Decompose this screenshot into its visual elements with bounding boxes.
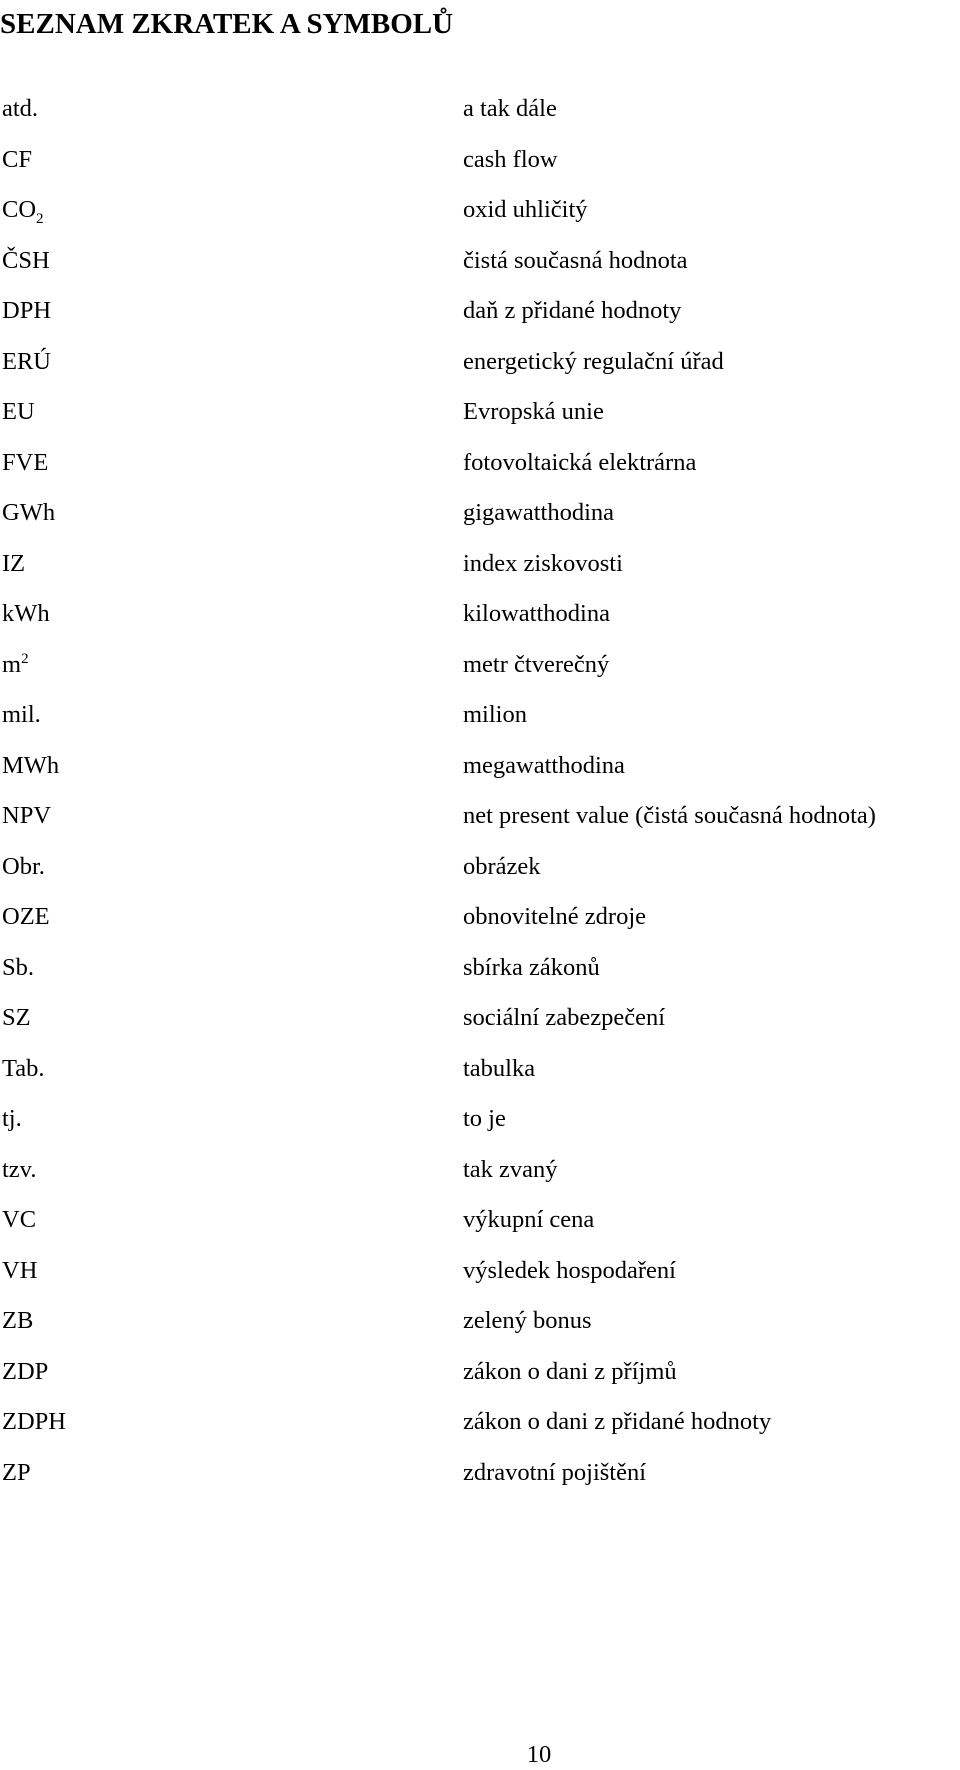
list-item [0,1407,960,1458]
abbreviation [2,195,44,225]
meaning: kilowatthodina [463,600,610,627]
meaning: výsledek hospodaření [463,1256,676,1284]
page-title: SEZNAM ZKRATEK A SYMBOLŮ [0,8,454,40]
abbreviation: VH [2,1256,38,1284]
list-item [0,448,960,499]
list-item [0,397,960,448]
abbreviation: ČSH [2,246,50,274]
abbreviation: DPH [2,297,52,324]
abbreviation: GWh [2,499,56,526]
abbreviation: NPV [2,802,52,829]
meaning: zdravotní pojištění [463,1458,647,1486]
list-item [0,751,960,802]
abbreviation: ERÚ [2,347,51,375]
abbreviation: Sb. [2,953,35,981]
meaning: sbírka zákonů [463,953,600,981]
meaning: tabulka [463,1054,536,1082]
meaning: gigawatthodina [463,499,615,526]
meaning: to je [463,1105,506,1132]
abbreviation-list [0,94,960,1508]
meaning: cash flow [463,145,558,173]
subscript: 2 [36,210,44,227]
abbreviation: tj. [2,1105,22,1132]
list-item [0,852,960,903]
list-item [0,1458,960,1509]
list-item [0,94,960,145]
list-item [0,599,960,650]
abbreviation: OZE [2,903,50,930]
meaning: sociální zabezpečení [463,1004,666,1031]
meaning: zelený bonus [463,1307,592,1334]
list-item [0,650,960,701]
abbreviation: VC [2,1206,37,1233]
meaning: oxid uhličitý [463,196,588,223]
list-item [0,1256,960,1307]
abbreviation: ZDPH [2,1408,66,1435]
meaning: obrázek [463,852,541,880]
meaning: čistá současná hodnota [463,246,688,274]
list-item [0,296,960,347]
meaning: Evropská unie [463,398,604,425]
meaning: milion [463,701,527,728]
abbreviation: FVE [2,448,49,476]
list-item [0,801,960,852]
meaning: metr čtverečný [463,650,610,678]
list-item [0,1306,960,1357]
abbreviation: ZDP [2,1357,49,1385]
list-item [0,953,960,1004]
abbreviation: ZP [2,1458,31,1486]
meaning: daň z přidané hodnoty [463,297,682,324]
abbreviation: atd. [2,95,39,122]
abbreviation: EU [2,398,35,425]
abbreviation: Obr. [2,852,45,880]
superscript: 2 [21,650,29,667]
abbreviation: kWh [2,600,50,627]
list-item [0,1003,960,1054]
list-item [0,246,960,297]
abbreviation: CF [2,145,32,173]
meaning: index ziskovosti [463,549,623,577]
abbreviation: SZ [2,1004,31,1031]
abbreviation [2,650,29,680]
abbreviation: ZB [2,1307,34,1334]
abbreviation: tzv. [2,1155,37,1183]
list-item [0,347,960,398]
meaning: zákon o dani z příjmů [463,1357,677,1385]
meaning: energetický regulační úřad [463,347,724,375]
meaning: net present value (čistá současná hodnota) [463,802,876,829]
page-number: 10 [526,1741,552,1768]
abbreviation: mil. [2,701,41,728]
meaning: fotovoltaická elektrárna [463,448,697,476]
list-item [0,195,960,246]
meaning: a tak dále [463,95,557,122]
list-item [0,1054,960,1105]
list-item [0,498,960,549]
list-item [0,1155,960,1206]
meaning: výkupní cena [463,1206,595,1233]
abbreviation-base: CO [2,196,37,223]
abbreviation: Tab. [2,1054,45,1082]
abbreviation: MWh [2,751,60,779]
list-item [0,700,960,751]
list-item [0,1104,960,1155]
meaning: zákon o dani z přidané hodnoty [463,1408,772,1435]
list-item [0,902,960,953]
abbreviation-base: m [2,650,22,678]
meaning: tak zvaný [463,1155,558,1183]
abbreviation: IZ [2,549,26,577]
list-item [0,1357,960,1408]
list-item [0,145,960,196]
meaning: obnovitelné zdroje [463,903,647,930]
list-item [0,549,960,600]
meaning: megawatthodina [463,751,625,779]
list-item [0,1205,960,1256]
